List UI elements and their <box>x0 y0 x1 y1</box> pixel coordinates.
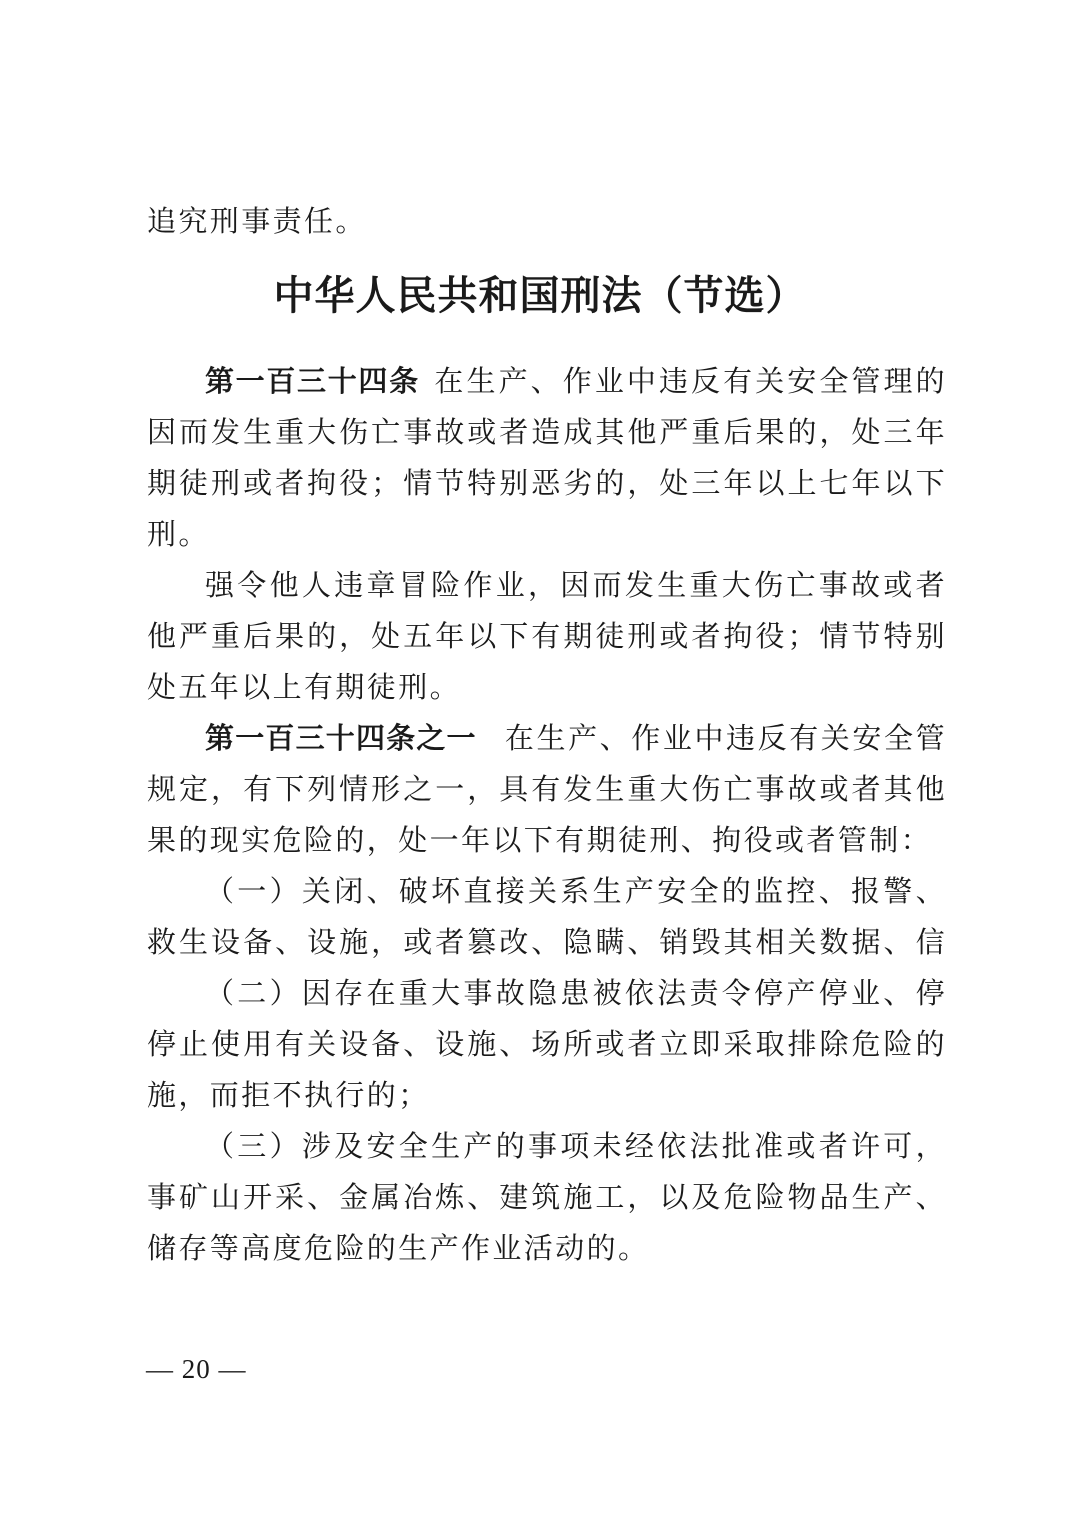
article-134-para2-line-2: 他严重后果的，处五年以下有期徒刑或者拘役；情节特别 <box>147 619 947 653</box>
page-title: 中华人民共和国刑法（节选） <box>273 273 807 319</box>
article-134-heading: 第一百三十四条 <box>205 364 420 398</box>
article-134-1-line-2: 规定，有下列情形之一，具有发生重大伤亡事故或者其他 <box>147 772 947 806</box>
article-134-line-1 <box>205 363 947 399</box>
article-134-1-heading: 第一百三十四条之一 <box>205 721 477 755</box>
article-134-line-3: 期徒刑或者拘役；情节特别恶劣的，处三年以上七年以下 <box>147 466 947 500</box>
article-134-text-1: 在生产、作业中违反有关安全管理的 <box>433 364 947 398</box>
item-1-line-2: 救生设备、设施，或者篡改、隐瞒、销毁其相关数据、信 <box>147 925 947 959</box>
item-2-line-3: 施，而拒不执行的； <box>147 1078 430 1112</box>
item-1-line-1: （一）关闭、破坏直接关系生产安全的监控、报警、 <box>205 874 947 908</box>
article-134-line-4: 刑。 <box>147 517 210 551</box>
article-134-1-line-3: 果的现实危险的，处一年以下有期徒刑、拘役或者管制： <box>147 823 933 857</box>
item-2-line-1: （二）因存在重大事故隐患被依法责令停产停业、停 <box>205 976 947 1010</box>
item-3-line-1: （三）涉及安全生产的事项未经依法批准或者许可， <box>205 1129 947 1163</box>
carryover-line: 追究刑事责任。 <box>147 204 367 238</box>
article-134-para2-line-1: 强令他人违章冒险作业，因而发生重大伤亡事故或者 <box>205 568 947 602</box>
item-3-line-2: 事矿山开采、金属冶炼、建筑施工，以及危险物品生产、 <box>147 1180 947 1214</box>
page-number: — 20 — <box>146 1354 247 1384</box>
item-2-line-2: 停止使用有关设备、设施、场所或者立即采取排除危险的 <box>147 1027 947 1061</box>
article-134-para2-line-3: 处五年以上有期徒刑。 <box>147 670 462 704</box>
article-134-line-2: 因而发生重大伤亡事故或者造成其他严重后果的，处三年 <box>147 415 947 449</box>
article-134-1-text-1: 在生产、作业中违反有关安全管 <box>504 721 947 755</box>
article-134-1-line-1 <box>205 720 947 756</box>
item-3-line-3: 储存等高度危险的生产作业活动的。 <box>147 1231 650 1265</box>
